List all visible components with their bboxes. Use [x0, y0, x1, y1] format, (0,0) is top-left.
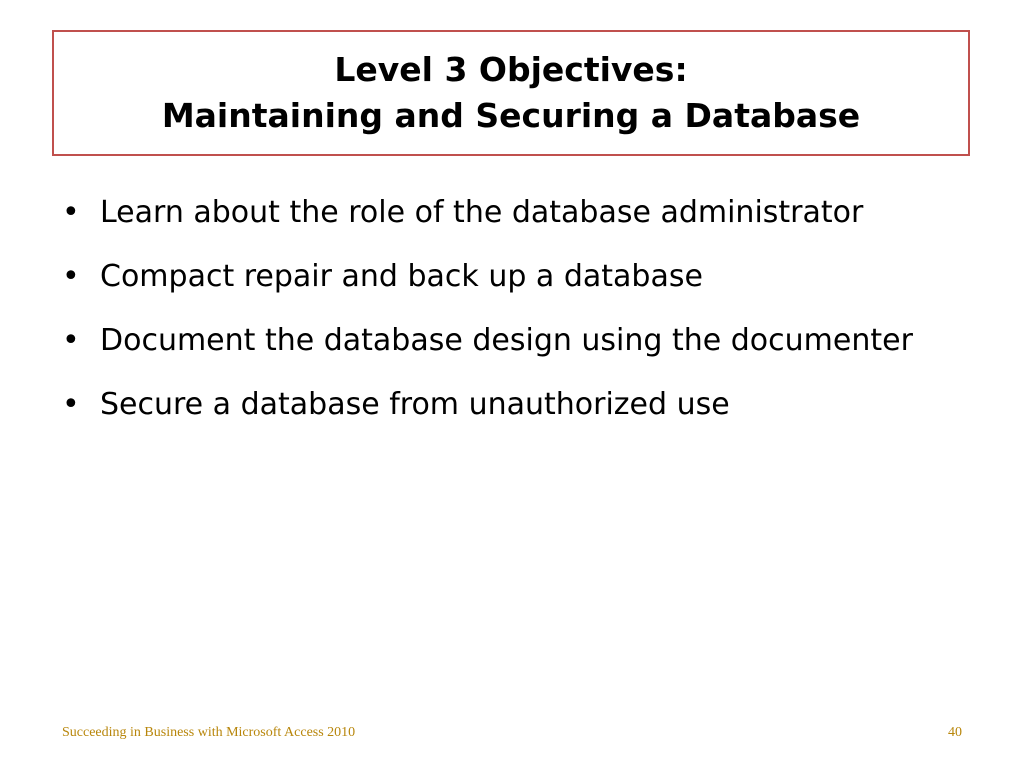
bullet-item	[58, 250, 938, 304]
bullet-item	[58, 378, 938, 432]
bullet-text: Compact repair and back up a database	[100, 259, 703, 294]
bullet-item	[58, 314, 938, 368]
bullet-icon: •	[62, 387, 80, 422]
bullet-text: Secure a database from unauthorized use	[100, 387, 730, 422]
slide-title-line-2: Maintaining and Securing a Database	[161, 96, 861, 135]
bullet-icon: •	[62, 323, 80, 358]
footer-course-title: Succeeding in Business with Microsoft Access 2010	[62, 725, 356, 740]
bullet-text: Document the database design using the documenter	[100, 323, 913, 358]
bullet-text: Learn about the role of the database administrator	[100, 195, 864, 230]
slide-title-box	[52, 30, 970, 156]
objectives-bullet-list	[58, 186, 938, 442]
bullet-icon: •	[62, 195, 80, 230]
slide-title-line-1: Level 3 Objectives:	[334, 50, 688, 89]
bullet-icon: •	[62, 259, 80, 294]
footer-page-number: 40	[948, 725, 962, 740]
bullet-item	[58, 186, 938, 240]
